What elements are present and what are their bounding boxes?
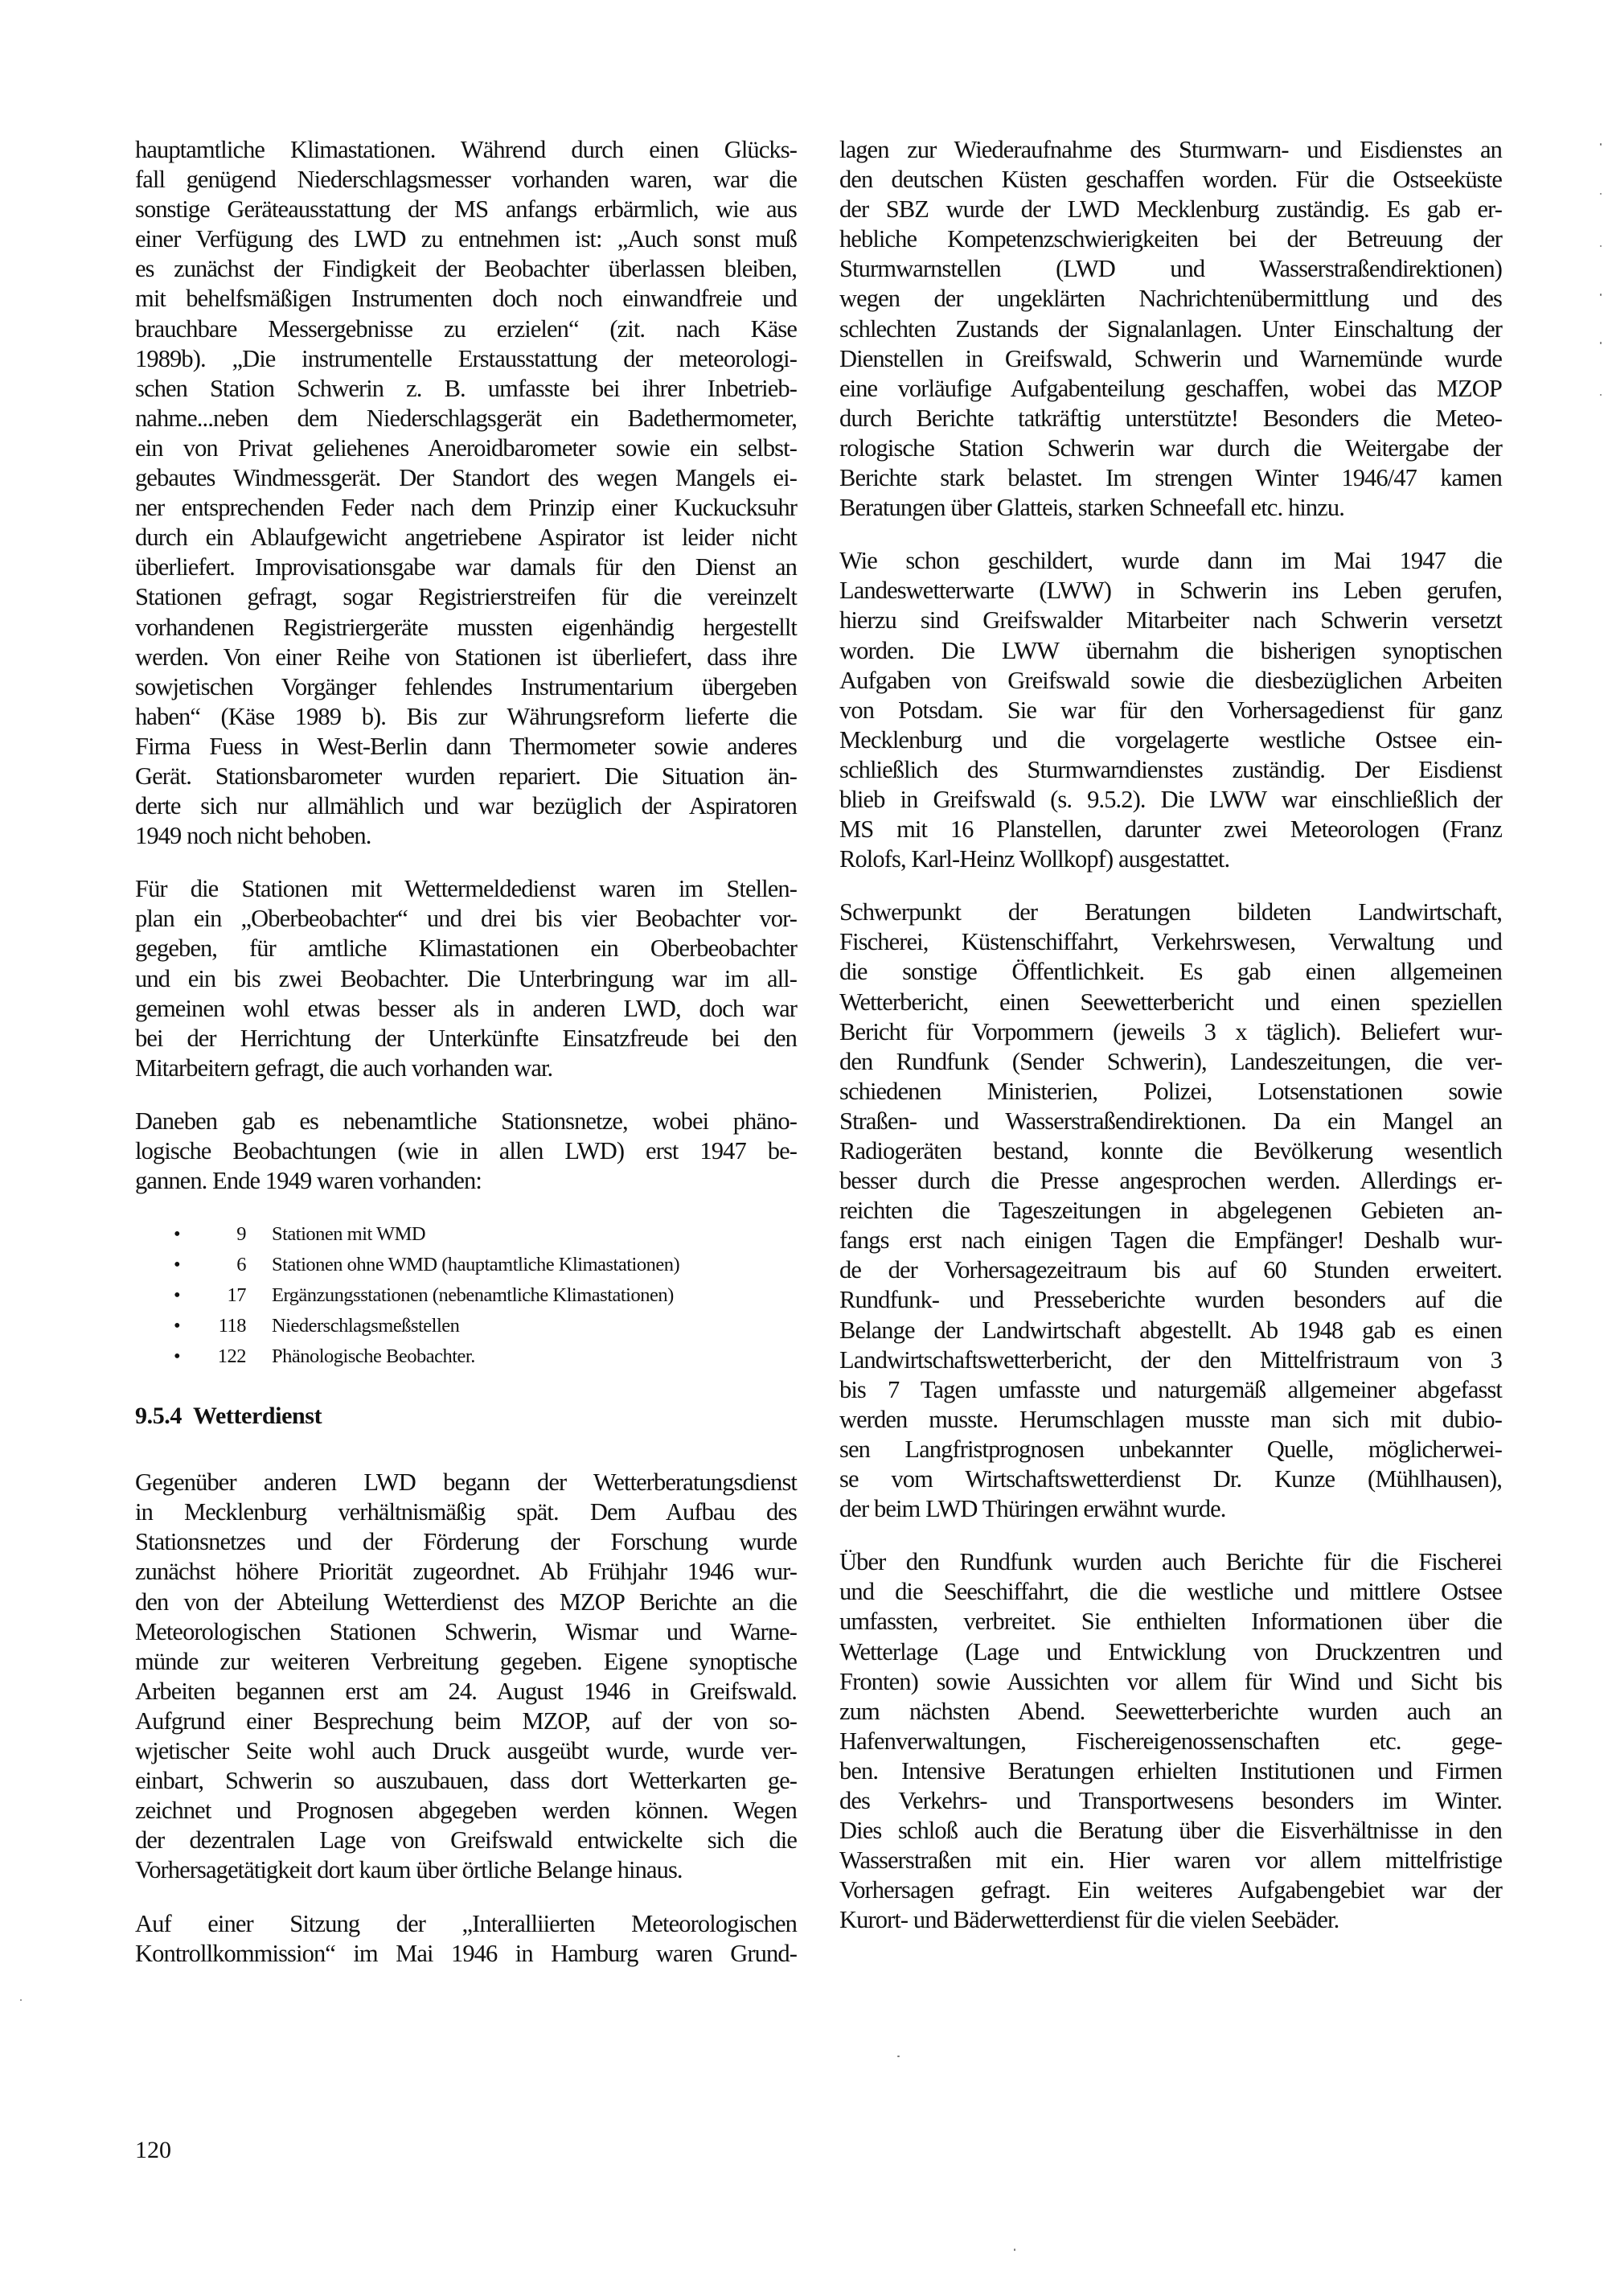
text-line: Gerät. Stationsbarometer wurden repariert. Die Situation än- — [135, 762, 797, 790]
right-column — [839, 135, 1502, 1958]
text-line: 1949 noch nicht behoben. — [135, 822, 371, 850]
text-line: Vorhersagen gefragt. Ein weiteres Aufgabengebiet war der — [839, 1876, 1502, 1904]
text-line: Schwerpunkt der Beratungen bildeten Landwirtschaft, — [839, 898, 1502, 926]
text-line: Wie schon geschildert, wurde dann im Mai 1947 die — [839, 547, 1502, 575]
text-line: Landwirtschaftswetterbericht, der den Mittelfristraum von 3 — [839, 1345, 1502, 1374]
text-line: blieb in Greifswald (s. 9.5.2). Die LWW war einschließlich der — [839, 785, 1502, 813]
text-line: ner entsprechenden Feder nach dem Prinzip einer Kuckucksuhr — [135, 494, 797, 522]
text-line: Kontrollkommission“ im Mai 1946 in Hamburg waren Grund- — [135, 1939, 797, 1967]
text-line: nahme...neben dem Niederschlagsgerät ein Badethermometer, — [135, 404, 797, 432]
text-line: durch Berichte tatkräftig unterstützte! Besonders die Meteo- — [839, 404, 1502, 432]
text-line: vorhandenen Registriergeräte mussten eigenhändig hergestellt — [135, 613, 797, 641]
text-line: Hafenverwaltungen, Fischereigenossenschaften etc. gege- — [839, 1727, 1502, 1755]
text-line: wjetischer Seite wohl auch Druck ausgeübt wurde, wurde ver- — [135, 1737, 797, 1765]
text-line: schlechten Zustands der Signalanlagen. Unter Einschaltung der — [839, 314, 1502, 343]
scan-speck — [1600, 143, 1602, 146]
text-line: gegeben, für amtliche Klimastationen ein Oberbeobachter — [135, 934, 797, 963]
paragraph — [135, 1107, 797, 1196]
text-line: bei der Herrichtung der Unterkünfte Einsatzfreude bei den — [135, 1024, 797, 1052]
text-line: Gegenüber anderen LWD begann der Wetterberatungsdienst — [135, 1468, 797, 1497]
station-count: 6 — [236, 1254, 246, 1276]
left-column-paragraphs — [135, 135, 797, 1196]
text-line: Vorhersagetätigkeit dort kaum über örtliche Belange hinaus. — [135, 1856, 683, 1884]
text-line: ein von Privat geliehenes Aneroidbarometer sowie ein selbst- — [135, 433, 797, 462]
text-line: Arbeiten begannen erst am 24. August 1946 in Greifswald. — [135, 1677, 797, 1705]
text-line: der dezentralen Lage von Greifswald entwickelte sich die — [135, 1826, 797, 1854]
section-paragraphs — [135, 1468, 797, 1969]
text-line: eine vorläufige Aufgabenteilung geschaffen, wobei das MZOP — [839, 374, 1502, 402]
paragraph — [135, 874, 797, 1083]
text-line: einer Verfügung des LWD zu entnehmen ist: „Auch sonst muß — [135, 225, 797, 253]
text-line: Dies schloß auch die Beratung über die Eisverhältnisse in den — [839, 1817, 1502, 1845]
text-line: Daneben gab es nebenamtliche Stationsnetze, wobei phäno- — [135, 1107, 797, 1135]
text-line: lagen zur Wiederaufnahme des Sturmwarn- und Eisdienstes an — [839, 136, 1502, 163]
station-count: 122 — [217, 1345, 246, 1368]
text-line: Für die Stationen mit Wettermeldedienst waren im Stellen- — [135, 875, 797, 903]
text-line: Firma Fuess in West-Berlin dann Thermometer sowie anderes — [135, 732, 797, 760]
text-line: Bericht für Vorpommern (jeweils 3 x täglich). Beliefert wur- — [839, 1017, 1502, 1045]
paragraph — [135, 135, 797, 851]
station-count-list — [135, 1219, 797, 1372]
text-line: haben“ (Käse 1989 b). Bis zur Währungsreform lieferte die — [135, 702, 797, 730]
section-number: 9.5.4 — [135, 1403, 183, 1430]
text-line: schiedenen Ministerien, Polizei, Lotsenstationen sowie — [839, 1077, 1502, 1105]
left-column — [135, 135, 797, 1992]
text-line: Aufgaben von Greifswald sowie die diesbezüglichen Arbeiten — [839, 666, 1502, 694]
text-line: schließlich des Sturmwarndienstes zuständig. Der Eisdienst — [839, 755, 1502, 783]
text-line: Kurort- und Bäderwetterdienst für die vielen Seebäder. — [839, 1906, 1339, 1934]
text-line: gannen. Ende 1949 waren vorhanden: — [135, 1167, 482, 1195]
station-type-label: Ergänzungsstationen (nebenamtliche Klimastationen) — [272, 1284, 674, 1307]
station-count: 17 — [227, 1284, 246, 1307]
text-line: Berichte stark belastet. Im strengen Winter 1946/47 kamen — [839, 464, 1502, 492]
station-type-label: Stationen ohne WMD (hauptamtliche Klimastationen) — [272, 1254, 680, 1276]
paragraph — [135, 1909, 797, 1969]
text-line: den Rundfunk (Sender Schwerin), Landeszeitungen, die ver- — [839, 1047, 1502, 1075]
text-line: von Potsdam. Sie war für den Vorhersagedienst für ganz — [839, 696, 1502, 724]
text-line: Rolofs, Karl-Heinz Wollkopf) ausgestattet. — [839, 845, 1230, 873]
list-item — [135, 1280, 797, 1311]
text-line: Stationen gefragt, sogar Registrierstreifen für die vereinzelt — [135, 583, 797, 611]
scan-speck — [1600, 294, 1602, 296]
text-line: bis 7 Tagen umfasste und naturgemäß allgemeiner abgefasst — [839, 1375, 1502, 1403]
text-line: zunächst höhere Priorität zugeordnet. Ab Frühjahr 1946 wur- — [135, 1558, 797, 1586]
text-line: reichten die Tageszeitungen in abgelegenen Gebieten an- — [839, 1197, 1502, 1225]
text-line: sen Langfristprognosen unbekannter Quelle, möglicherwei- — [839, 1435, 1502, 1463]
text-line: fangs erst nach einigen Tagen die Empfänger! Deshalb wur- — [839, 1226, 1502, 1255]
text-line: Wetterbericht, einen Seewetterbericht und einen speziellen — [839, 988, 1502, 1016]
text-line: Wetterlage (Lage und Entwicklung von Druckzentren und — [839, 1637, 1502, 1666]
scan-speck — [897, 2056, 900, 2057]
text-line: der SBZ wurde der LWD Mecklenburg zuständig. Es gab er- — [839, 195, 1502, 224]
text-line: Aufgrund einer Besprechung beim MZOP, auf der von so- — [135, 1707, 797, 1735]
text-line: de der Vorhersagezeitraum bis auf 60 Stunden erweitert. — [839, 1256, 1502, 1284]
scan-speck — [1600, 342, 1602, 344]
text-line: der beim LWD Thüringen erwähnt wurde. — [839, 1495, 1226, 1523]
text-line: Mecklenburg und die vorgelagerte westliche Ostsee ein- — [839, 725, 1502, 754]
text-line: Stationsnetzes und der Förderung der Forschung wurde — [135, 1528, 797, 1556]
text-line: plan ein „Oberbeobachter“ und drei bis vier Beobachter vor- — [135, 905, 797, 933]
scan-speck — [1014, 2249, 1015, 2251]
text-line: Belange der Landwirtschaft abgestellt. Ab 1948 gab es einen — [839, 1316, 1502, 1344]
station-type-label: Stationen mit WMD — [272, 1223, 426, 1246]
text-line: Auf einer Sitzung der „Interalliierten Meteorologischen — [135, 1909, 797, 1937]
station-type-label: Phänologische Beobachter. — [272, 1345, 475, 1368]
text-line: Wasserstraßen mit ein. Hier waren vor allem mittelfristige — [839, 1846, 1502, 1875]
text-line: Über den Rundfunk wurden auch Berichte für die Fischerei — [839, 1548, 1502, 1576]
bullet-icon: • — [174, 1254, 181, 1276]
scan-speck — [1600, 245, 1602, 247]
text-line: ben. Intensive Beratungen erhielten Institutionen und Firmen — [839, 1756, 1502, 1785]
bullet-icon: • — [174, 1284, 181, 1307]
text-line: es zunächst der Findigkeit der Beobachter überlassen bleiben, — [135, 255, 797, 283]
text-line: gemeinen wohl etwas besser als in anderen LWD, doch war — [135, 994, 797, 1022]
text-line: den deutschen Küsten geschaffen worden. Für die Ostseeküste — [839, 166, 1502, 194]
text-line: hauptamtliche Klimastationen. Während durch einen Glücks- — [135, 136, 797, 163]
bullet-icon: • — [174, 1315, 181, 1337]
text-line: werden musste. Herumschlagen musste man sich mit dubio- — [839, 1405, 1502, 1433]
text-line: in Mecklenburg verhältnismäßig spät. Dem Aufbau des — [135, 1498, 797, 1526]
station-type-label: Niederschlagsmeßstellen — [272, 1315, 460, 1337]
text-line: Mitarbeitern gefragt, die auch vorhanden war. — [135, 1054, 553, 1082]
text-line: und die Seeschiffahrt, die die westliche und mittlere Ostsee — [839, 1578, 1502, 1606]
text-line: MS mit 16 Planstellen, darunter zwei Meteorologen (Franz — [839, 815, 1502, 844]
list-item — [135, 1219, 797, 1250]
text-line: besser durch die Presse angesprochen werden. Allerdings er- — [839, 1167, 1502, 1195]
text-line: überliefert. Improvisationsgabe war damals für den Dienst an — [135, 553, 797, 581]
text-line: rologische Station Schwerin war durch die Weitergabe der — [839, 433, 1502, 462]
text-line: wegen der ungeklärten Nachrichtenübermittlung und des — [839, 285, 1502, 313]
paragraph — [839, 546, 1502, 874]
text-line: worden. Die LWW übernahm die bisherigen synoptischen — [839, 636, 1502, 664]
paragraph — [135, 1468, 797, 1885]
text-line: mit behelfsmäßigen Instrumenten doch noch einwandfreie und — [135, 285, 797, 313]
text-line: werden. Von einer Reihe von Stationen ist überliefert, dass ihre — [135, 643, 797, 671]
paragraph — [839, 1547, 1502, 1935]
text-line: Beratungen über Glatteis, starken Schneefall etc. hinzu. — [839, 494, 1344, 522]
text-line: sowjetischen Vorgänger fehlendes Instrumentarium übergeben — [135, 672, 797, 700]
text-line: zeichnet und Prognosen abgegeben werden können. Wegen — [135, 1797, 797, 1825]
text-line: hebliche Kompetenzschwierigkeiten bei der Betreuung der — [839, 225, 1502, 253]
right-column-paragraphs — [839, 135, 1502, 1935]
list-item — [135, 1250, 797, 1280]
text-line: Rundfunk- und Presseberichte wurden besonders auf die — [839, 1286, 1502, 1314]
text-line: fall genügend Niederschlagsmesser vorhanden waren, war die — [135, 166, 797, 194]
text-line: zum nächsten Abend. Seewetterberichte wurden auch an — [839, 1697, 1502, 1725]
scan-speck — [20, 1999, 22, 2001]
text-line: 1989b). „Die instrumentelle Erstausstattung der meteorologi- — [135, 344, 797, 372]
text-line: sonstige Geräteausstattung der MS anfangs erbärmlich, wie aus — [135, 195, 797, 224]
text-line: Straßen- und Wasserstraßendirektionen. Da ein Mangel an — [839, 1107, 1502, 1135]
text-line: Sturmwarnstellen (LWD und Wasserstraßendirektionen) — [839, 255, 1502, 283]
text-line: hierzu sind Greifswalder Mitarbeiter nach Schwerin versetzt — [839, 606, 1502, 635]
text-line: derte sich nur allmählich und war bezüglich der Aspiratoren — [135, 792, 797, 820]
text-line: Meteorologischen Stationen Schwerin, Wismar und Warne- — [135, 1617, 797, 1645]
text-line: den von der Abteilung Wetterdienst des MZOP Berichte an die — [135, 1587, 797, 1616]
station-count: 118 — [218, 1315, 246, 1337]
text-line: durch ein Ablaufgewicht angetriebene Aspirator ist leider nicht — [135, 524, 797, 552]
text-line: Radiogeräten bestand, konnte die Bevölkerung wesentlich — [839, 1137, 1502, 1164]
text-line: münde zur weiteren Verbreitung gegeben. Eigene synoptische — [135, 1647, 797, 1675]
text-line: Fischerei, Küstenschiffahrt, Verkehrswesen, Verwaltung und — [839, 928, 1502, 956]
text-line: brauchbare Messergebnisse zu erzielen“ (zit. nach Käse — [135, 314, 797, 343]
text-line: Fronten) sowie Aussichten vor allem für Wind und Sicht bis — [839, 1667, 1502, 1695]
section-title: Wetterdienst — [193, 1403, 322, 1430]
text-line: schen Station Schwerin z. B. umfasste bei ihrer Inbetrieb- — [135, 374, 797, 402]
text-line: einbart, Schwerin so auszubauen, dass dort Wetterkarten ge- — [135, 1767, 797, 1795]
list-item — [135, 1341, 797, 1372]
list-item — [135, 1311, 797, 1341]
text-line: Landeswetterwarte (LWW) in Schwerin ins Leben gerufen, — [839, 577, 1502, 605]
text-line: und ein bis zwei Beobachter. Die Unterbringung war im all- — [135, 964, 797, 992]
text-line: gebautes Windmessgerät. Der Standort des wegen Mangels ei- — [135, 464, 797, 492]
text-line: umfassten, verbreitet. Sie enthielten Informationen über die — [839, 1608, 1502, 1636]
scan-speck — [1600, 394, 1602, 396]
text-line: se vom Wirtschaftswetterdienst Dr. Kunze (Mühlhausen), — [839, 1465, 1502, 1493]
bullet-icon: • — [174, 1345, 181, 1368]
scan-speck — [1600, 193, 1602, 195]
text-line: logische Beobachtungen (wie in allen LWD) erst 1947 be- — [135, 1137, 797, 1164]
paragraph — [839, 135, 1502, 523]
text-line: des Verkehrs- und Transportwesens besonders im Winter. — [839, 1786, 1502, 1814]
paragraph — [839, 897, 1502, 1524]
text-line: Dienstellen in Greifswald, Schwerin und Warnemünde wurde — [839, 344, 1502, 372]
bullet-icon: • — [174, 1223, 181, 1246]
section-heading — [135, 1401, 797, 1431]
station-count: 9 — [236, 1223, 246, 1246]
text-line: die sonstige Öffentlichkeit. Es gab einen allgemeinen — [839, 958, 1502, 986]
page-number: 120 — [135, 2137, 171, 2163]
